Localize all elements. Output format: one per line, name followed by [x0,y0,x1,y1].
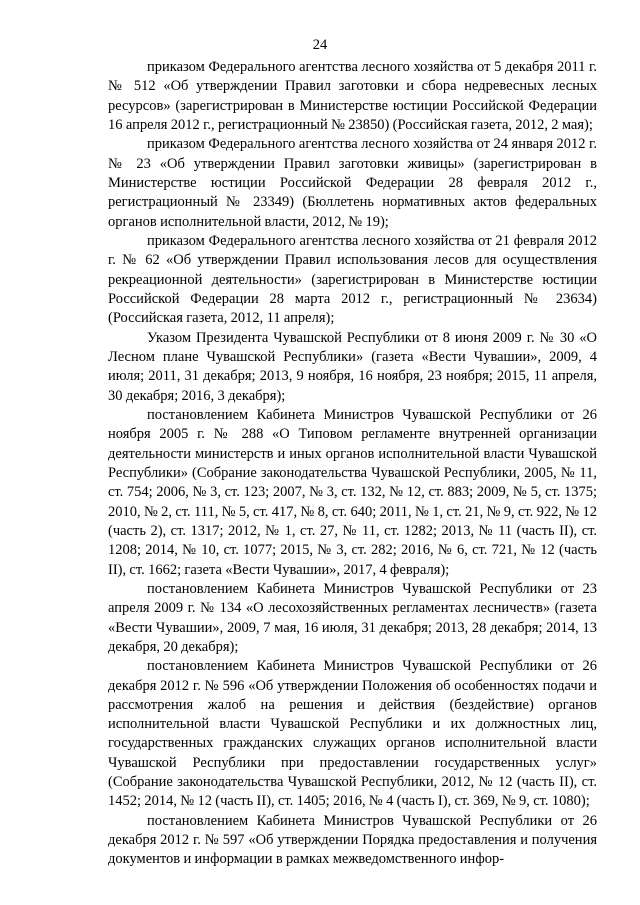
list-item: Указом Президента Чувашской Республики от 8 июня 2009 г. № 30 «О Лесном плане Чувашской Республики» (газета «Вести Чувашии», 2009, 4 июля; 2011, 31 декабря; 2013, 9 ноября, 16 ноября, 23 ноября; 2015, 11 апреля, 30 декабря; 2016, 3 декабря); [108,329,597,404]
list-item: приказом Федерального агентства лесного хозяйства от 21 февраля 2012 г. № 62 «Об утверждении Правил использования лесов для осуществления рекреационной деятельности» (зарегистрирован в Министерстве юстиции Российской Федерации 28 марта 2012 г., регистрационный № 23634) (Российская газета, 2012, 11 апреля); [108,232,597,327]
list-item: постановлением Кабинета Министров Чувашской Республики от 23 апреля 2009 г. № 134 «О лесохозяйственных регламентах лесничеств» (газета «Вести Чувашии», 2009, 7 мая, 16 июля, 31 декабря; 2013, 28 декабря; 2014, 13 декабря, 20 декабря); [108,580,597,655]
list-item: приказом Федерального агентства лесного хозяйства от 5 декабря 2011 г. № 512 «Об утверждении Правил заготовки и сбора недревесных лесных ресурсов» (зарегистрирован в Министерстве юстиции Российской Федерации 16 апреля 2012 г., регистрационный № 23850) (Российская газета, 2012, 2 мая); [108,59,597,133]
list-item: приказом Федерального агентства лесного хозяйства от 24 января 2012 г. № 23 «Об утверждении Правил заготовки живицы» (зарегистрирован в Министерстве юстиции Российской Федерации 28 февраля 2012 г., регистрационный № 23349) (Бюллетень нормативных актов федеральных органов исполнительной власти, 2012, № 19); [108,136,597,230]
list-item: постановлением Кабинета Министров Чувашской Республики от 26 ноября 2005 г. № 288 «О Типовом регламенте внутренней организации деятельности министерств и иных органов исполнительной власти Чувашской Республики» (Собрание законодательства Чувашской Республики, 2005, № 11, ст. 754; 2006, № 3, ст. 123; 2007, № 3, ст. 132, № 12, ст. 883; 2009, № 5, ст. 1375; 2010, № 2, ст. 111, № 5, ст. 417, № 8, ст. 640; 2011, № 1, ст. 21, № 9, ст. 922, № 12 (часть 2), ст. 1317; 2012, № 1, ст. 27, № 11, ст. 1282; 2013, № 11 (часть II), ст. 1208; 2014, № 10, ст. 1077; 2015, № 3, ст. 282; 2016, № 6, ст. 721, № 12 (часть II), ст. 1662; газета «Вести Чувашии», 2017, 4 февраля); [108,406,597,578]
page-number: 24 [312,37,328,53]
list-item: постановлением Кабинета Министров Чувашской Республики от 26 декабря 2012 г. № 596 «Об утверждении Положения об особенностях подачи и рассмотрения жалоб на решения и действия (бездействие) органов исполнительной власти Чувашской Республики и их должностных лиц, государственных гражданских служащих органов исполнительной власти Чувашской Республики при предоставлении государственных услуг» (Собрание законодательства Чувашской Республики, 2012, № 12 (часть II), ст. 1452; 2014, № 12 (часть II), ст. 1405; 2016, № 4 (часть I), ст. 369, № 9, ст. 1080); [108,658,597,810]
list-item: постановлением Кабинета Министров Чувашской Республики от 26 декабря 2012 г. № 597 «Об утверждении Порядка предоставления и получения документов и информации в рамках межведомственного инфор- [108,812,597,868]
document-body [108,58,597,870]
